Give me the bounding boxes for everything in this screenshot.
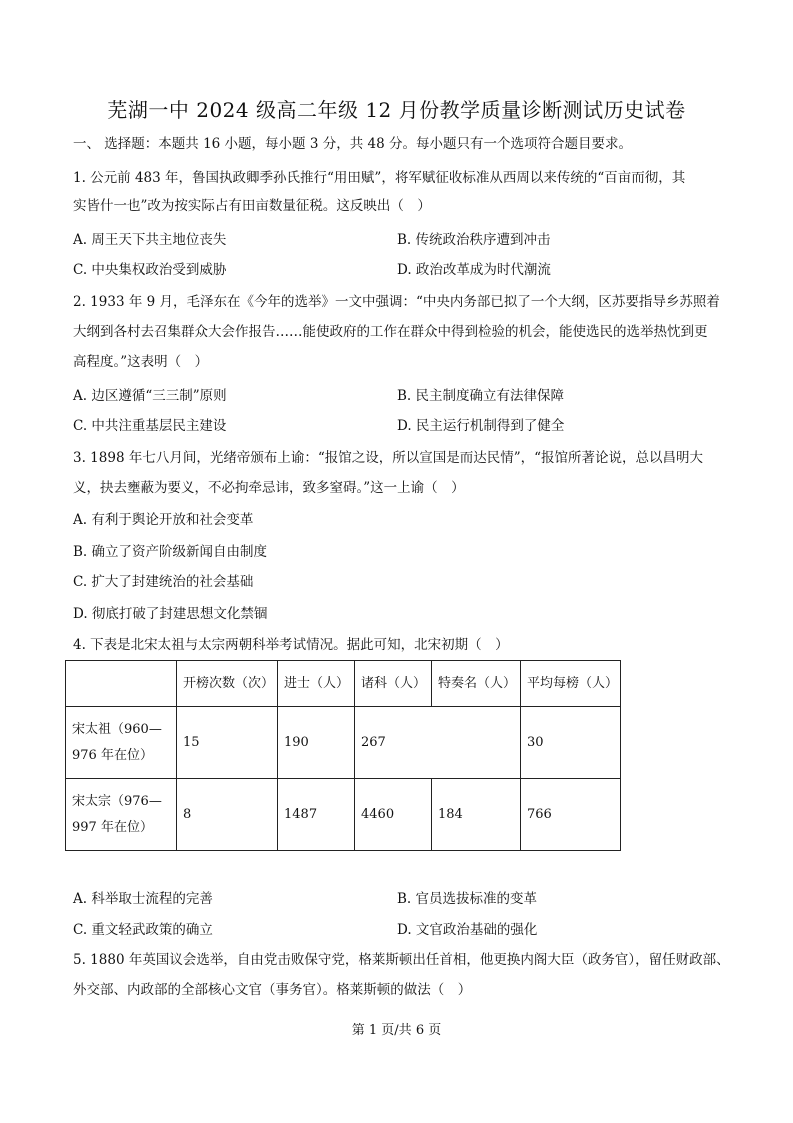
table-cell-text: 宋太祖（960— xyxy=(72,721,162,737)
q2-option-a: A. 边区遵循“三三制”原则 xyxy=(73,388,227,404)
q3-option-c: C. 扩大了封建统治的社会基础 xyxy=(73,574,254,590)
table-cell: 15 xyxy=(177,707,278,779)
q4-option-b: B. 官员选拔标准的变革 xyxy=(397,891,538,907)
table-cell: 8 xyxy=(177,779,278,851)
table-row xyxy=(66,707,621,779)
question-1-text: 1. 公元前 483 年，鲁国执政卿季孙氏推行“用田赋”，将军赋征收标准从西周以来传统的“百亩而彻，其 xyxy=(73,170,686,186)
question-1-text-cont: 实皆什一也”改为按实际占有田亩数量征税。这反映出（ ） xyxy=(73,198,431,214)
table-cell: 190 xyxy=(278,707,355,779)
table-cell-text: 976 年在位） xyxy=(72,747,153,763)
question-5-text-cont: 外交部、内政部的全部核心文官（事务官）。格莱斯顿的做法（ ） xyxy=(73,982,472,998)
table-row-label xyxy=(66,779,177,851)
section-heading: 一、 选择题：本题共 16 小题，每小题 3 分，共 48 分。每小题只有一个选项符合题目要求。 xyxy=(73,136,632,152)
q1-option-d: D. 政治改革成为时代潮流 xyxy=(397,262,551,278)
table-cell: 1487 xyxy=(278,779,355,851)
table-cell: 4460 xyxy=(355,779,432,851)
q2-option-d: D. 民主运行机制得到了健全 xyxy=(397,418,565,434)
q1-option-b: B. 传统政治秩序遭到冲击 xyxy=(397,232,551,248)
q1-option-a: A. 周王天下共主地位丧失 xyxy=(73,232,227,248)
q3-option-d: D. 彻底打破了封建思想文化禁锢 xyxy=(73,606,268,622)
table-row xyxy=(66,779,621,851)
table-cell: 267 xyxy=(355,707,521,779)
q2-option-b: B. 民主制度确立有法律保障 xyxy=(397,388,565,404)
table-cell-text: 宋太宗（976— xyxy=(72,793,162,809)
table-header-cell: 开榜次数（次） xyxy=(177,661,278,707)
question-2-text-cont2: 高程度。”这表明（ ） xyxy=(73,354,209,370)
question-3-text: 3. 1898 年七八月间，光绪帝颁布上谕：“报馆之设，所以宣国是而达民情”，“报馆所著论说，总以昌明大 xyxy=(73,450,704,466)
table-header-cell: 进士（人） xyxy=(278,661,355,707)
q2-option-c: C. 中共注重基层民主建设 xyxy=(73,418,227,434)
keju-table xyxy=(65,660,621,851)
table-cell: 30 xyxy=(521,707,621,779)
question-4-text: 4. 下表是北宋太祖与太宗两朝科举考试情况。据此可知，北宋初期（ ） xyxy=(73,637,509,653)
page-title: 芜湖一中 2024 级高二年级 12 月份教学质量诊断测试历史试卷 xyxy=(107,98,686,122)
page-footer: 第 1 页/共 6 页 xyxy=(351,1023,442,1038)
table-header-row xyxy=(66,661,621,707)
table-cell-text: 997 年在位） xyxy=(72,819,153,835)
table-cell: 766 xyxy=(521,779,621,851)
table-header-cell xyxy=(66,661,177,707)
question-3-text-cont: 义，抉去壅蔽为要义，不必拘牵忌讳，致多窒碍。”这一上谕（ ） xyxy=(73,480,465,496)
table-header-cell: 平均每榜（人） xyxy=(521,661,621,707)
question-2-text-cont: 大纲到各村去召集群众大会作报告……能使政府的工作在群众中得到检验的机会，能使选民的选举热忱到更 xyxy=(73,324,708,340)
question-5-text: 5. 1880 年英国议会选举，自由党击败保守党，格莱斯顿出任首相，他更换内阁大臣（政务官），留任财政部、 xyxy=(73,952,730,968)
table-header-cell: 特奏名（人） xyxy=(432,661,521,707)
q1-option-c: C. 中央集权政治受到威胁 xyxy=(73,262,227,278)
q4-option-a: A. 科举取士流程的完善 xyxy=(73,891,213,907)
table-header-cell: 诸科（人） xyxy=(355,661,432,707)
q4-option-c: C. 重文轻武政策的确立 xyxy=(73,922,213,938)
q3-option-b: B. 确立了资产阶级新闻自由制度 xyxy=(73,544,268,560)
table-cell: 184 xyxy=(432,779,521,851)
question-2-text: 2. 1933 年 9 月，毛泽东在《今年的选举》一文中强调：“中央内务部已拟了一个大纲，区苏要指导乡苏照着 xyxy=(73,294,720,310)
q3-option-a: A. 有利于舆论开放和社会变革 xyxy=(73,512,254,528)
q4-option-d: D. 文官政治基础的强化 xyxy=(397,922,538,938)
table-row-label xyxy=(66,707,177,779)
